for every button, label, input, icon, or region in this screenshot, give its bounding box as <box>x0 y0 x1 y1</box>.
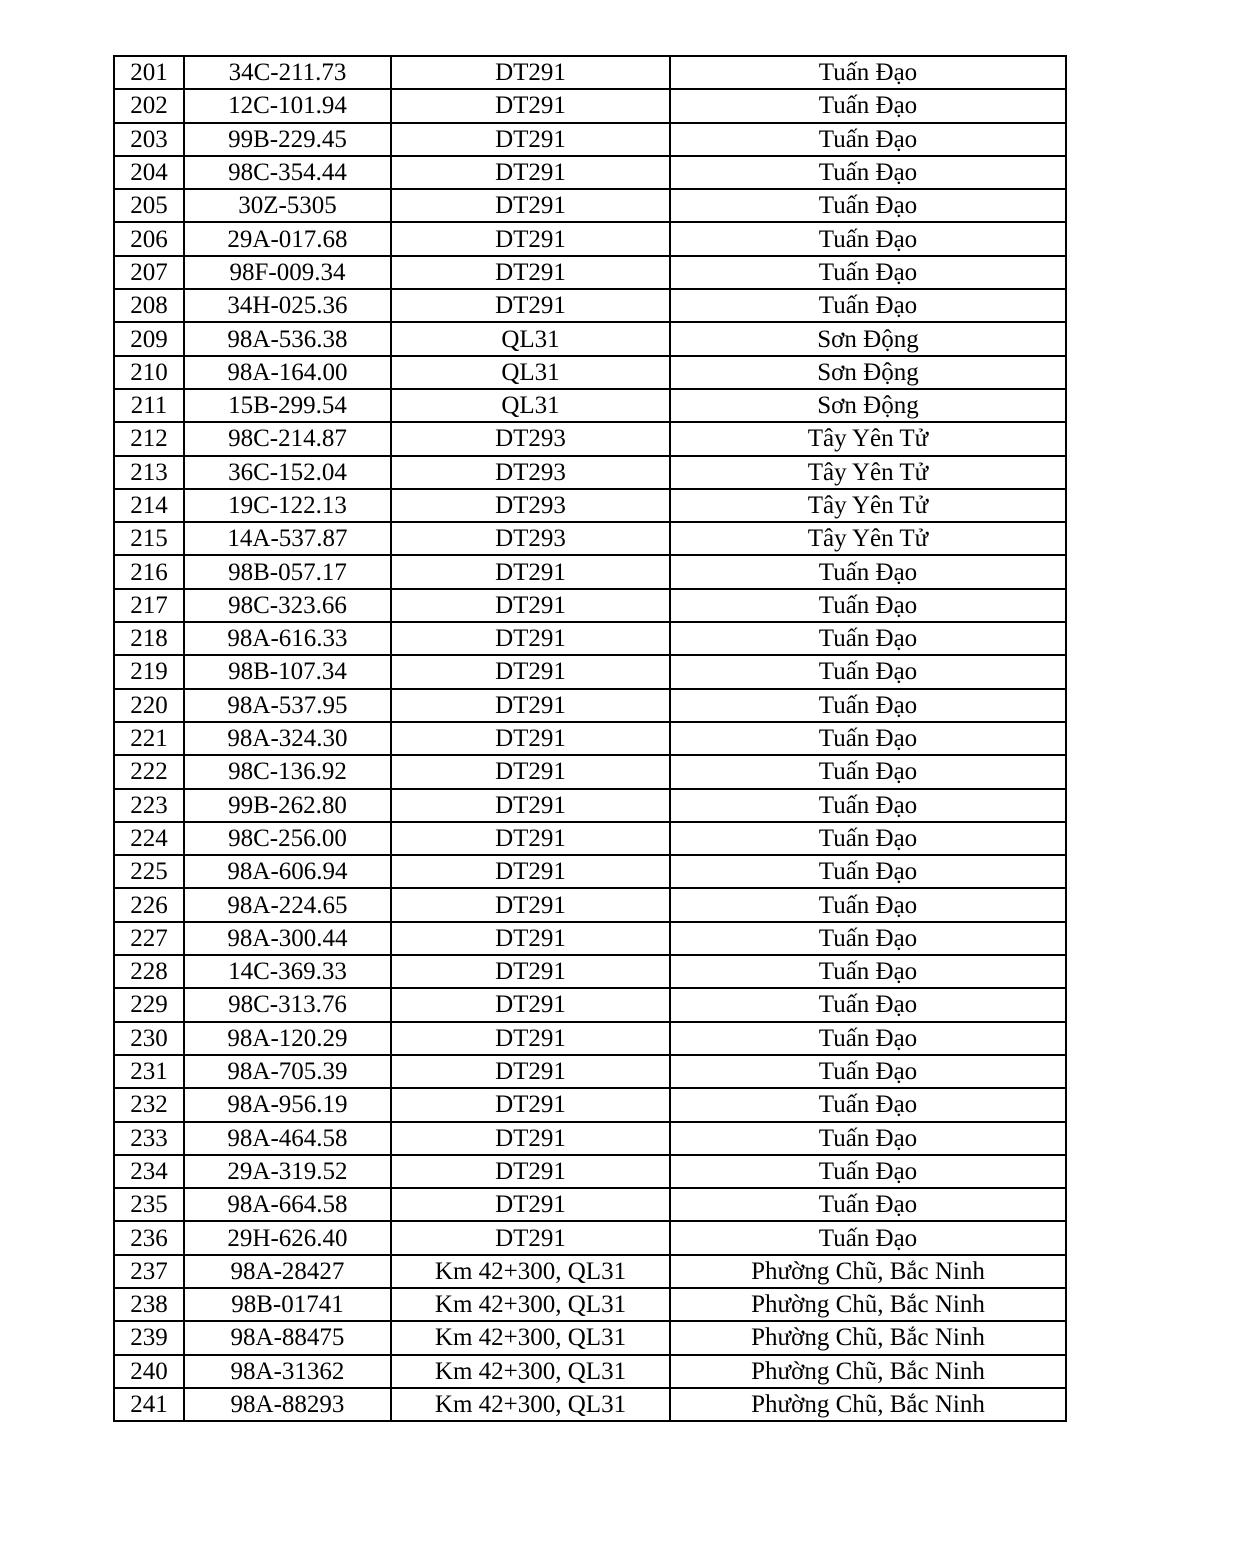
row-number-cell: 239 <box>114 1321 184 1354</box>
table-row <box>114 89 1066 122</box>
location-cell: Tuấn Đạo <box>670 289 1066 322</box>
row-number-cell: 231 <box>114 1055 184 1088</box>
location-cell: Tây Yên Tử <box>670 422 1066 455</box>
row-number-cell: 206 <box>114 222 184 255</box>
road-cell: DT291 <box>391 189 670 222</box>
location-cell: Sơn Động <box>670 389 1066 422</box>
road-cell: QL31 <box>391 322 670 355</box>
road-cell: DT291 <box>391 1055 670 1088</box>
location-cell: Tây Yên Tử <box>670 522 1066 555</box>
location-cell: Phường Chũ, Bắc Ninh <box>670 1288 1066 1321</box>
table-row <box>114 755 1066 788</box>
table-row <box>114 822 1066 855</box>
table-row <box>114 1188 1066 1221</box>
license-plate-cell: 98A-324.30 <box>184 722 391 755</box>
road-cell: DT291 <box>391 888 670 921</box>
road-cell: Km 42+300, QL31 <box>391 1288 670 1321</box>
location-cell: Tuấn Đạo <box>670 1188 1066 1221</box>
location-cell: Tuấn Đạo <box>670 622 1066 655</box>
road-cell: DT291 <box>391 1155 670 1188</box>
table-row <box>114 555 1066 588</box>
table-row <box>114 256 1066 289</box>
table-row <box>114 1022 1066 1055</box>
road-cell: DT291 <box>391 722 670 755</box>
license-plate-cell: 34H-025.36 <box>184 289 391 322</box>
row-number-cell: 207 <box>114 256 184 289</box>
road-cell: DT291 <box>391 156 670 189</box>
row-number-cell: 223 <box>114 789 184 822</box>
row-number-cell: 214 <box>114 489 184 522</box>
road-cell: DT291 <box>391 1088 670 1121</box>
license-plate-cell: 98B-107.34 <box>184 655 391 688</box>
license-plate-cell: 19C-122.13 <box>184 489 391 522</box>
row-number-cell: 225 <box>114 855 184 888</box>
license-plate-cell: 12C-101.94 <box>184 89 391 122</box>
table-row <box>114 855 1066 888</box>
location-cell: Tuấn Đạo <box>670 256 1066 289</box>
road-cell: DT291 <box>391 1122 670 1155</box>
license-plate-cell: 98A-88293 <box>184 1388 391 1421</box>
row-number-cell: 229 <box>114 988 184 1021</box>
license-plate-cell: 98B-057.17 <box>184 555 391 588</box>
location-cell: Tuấn Đạo <box>670 1022 1066 1055</box>
location-cell: Sơn Động <box>670 322 1066 355</box>
road-cell: DT291 <box>391 822 670 855</box>
row-number-cell: 201 <box>114 56 184 89</box>
table-row <box>114 888 1066 921</box>
row-number-cell: 211 <box>114 389 184 422</box>
row-number-cell: 204 <box>114 156 184 189</box>
license-plate-cell: 29A-319.52 <box>184 1155 391 1188</box>
table-row <box>114 655 1066 688</box>
table-row <box>114 322 1066 355</box>
table-row <box>114 689 1066 722</box>
row-number-cell: 236 <box>114 1221 184 1254</box>
road-cell: DT291 <box>391 289 670 322</box>
row-number-cell: 224 <box>114 822 184 855</box>
road-cell: DT291 <box>391 1221 670 1254</box>
road-cell: DT291 <box>391 256 670 289</box>
location-cell: Tuấn Đạo <box>670 722 1066 755</box>
location-cell: Tuấn Đạo <box>670 822 1066 855</box>
table-row <box>114 622 1066 655</box>
table-row <box>114 156 1066 189</box>
location-cell: Tuấn Đạo <box>670 1122 1066 1155</box>
license-plate-cell: 98A-956.19 <box>184 1088 391 1121</box>
table-row <box>114 922 1066 955</box>
table-row <box>114 988 1066 1021</box>
license-plate-cell: 99B-262.80 <box>184 789 391 822</box>
license-plate-cell: 98A-28427 <box>184 1255 391 1288</box>
table-row <box>114 56 1066 89</box>
row-number-cell: 226 <box>114 888 184 921</box>
location-cell: Tuấn Đạo <box>670 655 1066 688</box>
location-cell: Tuấn Đạo <box>670 955 1066 988</box>
table-row <box>114 422 1066 455</box>
license-plate-cell: 99B-229.45 <box>184 123 391 156</box>
row-number-cell: 240 <box>114 1355 184 1388</box>
license-plate-cell: 98A-606.94 <box>184 855 391 888</box>
license-plate-cell: 98A-31362 <box>184 1355 391 1388</box>
road-cell: DT293 <box>391 522 670 555</box>
row-number-cell: 234 <box>114 1155 184 1188</box>
table-row <box>114 1355 1066 1388</box>
row-number-cell: 233 <box>114 1122 184 1155</box>
road-cell: QL31 <box>391 389 670 422</box>
row-number-cell: 241 <box>114 1388 184 1421</box>
license-plate-cell: 29A-017.68 <box>184 222 391 255</box>
row-number-cell: 237 <box>114 1255 184 1288</box>
license-plate-cell: 98A-120.29 <box>184 1022 391 1055</box>
road-cell: DT291 <box>391 622 670 655</box>
table-row <box>114 222 1066 255</box>
row-number-cell: 230 <box>114 1022 184 1055</box>
location-cell: Tuấn Đạo <box>670 988 1066 1021</box>
table-row <box>114 456 1066 489</box>
location-cell: Tuấn Đạo <box>670 56 1066 89</box>
row-number-cell: 218 <box>114 622 184 655</box>
row-number-cell: 227 <box>114 922 184 955</box>
location-cell: Phường Chũ, Bắc Ninh <box>670 1255 1066 1288</box>
license-plate-cell: 98A-536.38 <box>184 322 391 355</box>
table-row <box>114 789 1066 822</box>
table-body <box>114 56 1066 1421</box>
license-plate-cell: 98C-313.76 <box>184 988 391 1021</box>
table-row <box>114 522 1066 555</box>
license-plate-cell: 98A-616.33 <box>184 622 391 655</box>
license-plate-cell: 36C-152.04 <box>184 456 391 489</box>
location-cell: Tuấn Đạo <box>670 555 1066 588</box>
road-cell: DT291 <box>391 589 670 622</box>
license-plate-cell: 98A-664.58 <box>184 1188 391 1221</box>
row-number-cell: 215 <box>114 522 184 555</box>
road-cell: DT291 <box>391 789 670 822</box>
table-row <box>114 1055 1066 1088</box>
license-plate-cell: 98A-300.44 <box>184 922 391 955</box>
table-row <box>114 1122 1066 1155</box>
license-plate-cell: 98A-88475 <box>184 1321 391 1354</box>
row-number-cell: 210 <box>114 356 184 389</box>
location-cell: Tây Yên Tử <box>670 456 1066 489</box>
location-cell: Tuấn Đạo <box>670 156 1066 189</box>
row-number-cell: 205 <box>114 189 184 222</box>
table-row <box>114 389 1066 422</box>
table-row <box>114 1288 1066 1321</box>
license-plate-cell: 98B-01741 <box>184 1288 391 1321</box>
location-cell: Phường Chũ, Bắc Ninh <box>670 1388 1066 1421</box>
license-plate-cell: 29H-626.40 <box>184 1221 391 1254</box>
location-cell: Tuấn Đạo <box>670 89 1066 122</box>
road-cell: DT293 <box>391 489 670 522</box>
location-cell: Phường Chũ, Bắc Ninh <box>670 1321 1066 1354</box>
location-cell: Tuấn Đạo <box>670 789 1066 822</box>
row-number-cell: 221 <box>114 722 184 755</box>
road-cell: Km 42+300, QL31 <box>391 1255 670 1288</box>
road-cell: DT291 <box>391 1188 670 1221</box>
row-number-cell: 209 <box>114 322 184 355</box>
location-cell: Tuấn Đạo <box>670 888 1066 921</box>
license-plate-cell: 98C-214.87 <box>184 422 391 455</box>
license-plate-cell: 98C-136.92 <box>184 755 391 788</box>
license-plate-cell: 30Z-5305 <box>184 189 391 222</box>
location-cell: Tuấn Đạo <box>670 755 1066 788</box>
location-cell: Tuấn Đạo <box>670 189 1066 222</box>
violation-table <box>113 55 1067 1422</box>
road-cell: Km 42+300, QL31 <box>391 1355 670 1388</box>
table-row <box>114 123 1066 156</box>
road-cell: DT291 <box>391 855 670 888</box>
table-row <box>114 189 1066 222</box>
location-cell: Tuấn Đạo <box>670 589 1066 622</box>
row-number-cell: 202 <box>114 89 184 122</box>
table-row <box>114 722 1066 755</box>
location-cell: Tuấn Đạo <box>670 689 1066 722</box>
table-row <box>114 955 1066 988</box>
license-plate-cell: 98A-705.39 <box>184 1055 391 1088</box>
license-plate-cell: 98A-224.65 <box>184 888 391 921</box>
road-cell: DT291 <box>391 555 670 588</box>
table-row <box>114 1155 1066 1188</box>
road-cell: DT291 <box>391 922 670 955</box>
road-cell: DT291 <box>391 955 670 988</box>
license-plate-cell: 14A-537.87 <box>184 522 391 555</box>
row-number-cell: 232 <box>114 1088 184 1121</box>
table-row <box>114 356 1066 389</box>
license-plate-cell: 98A-537.95 <box>184 689 391 722</box>
license-plate-cell: 15B-299.54 <box>184 389 391 422</box>
row-number-cell: 222 <box>114 755 184 788</box>
location-cell: Sơn Động <box>670 356 1066 389</box>
road-cell: DT291 <box>391 222 670 255</box>
row-number-cell: 217 <box>114 589 184 622</box>
location-cell: Tuấn Đạo <box>670 123 1066 156</box>
location-cell: Tuấn Đạo <box>670 1088 1066 1121</box>
row-number-cell: 212 <box>114 422 184 455</box>
row-number-cell: 235 <box>114 1188 184 1221</box>
location-cell: Tuấn Đạo <box>670 1221 1066 1254</box>
road-cell: DT291 <box>391 56 670 89</box>
license-plate-cell: 98A-464.58 <box>184 1122 391 1155</box>
table-row <box>114 289 1066 322</box>
license-plate-cell: 98C-323.66 <box>184 589 391 622</box>
row-number-cell: 228 <box>114 955 184 988</box>
license-plate-cell: 98A-164.00 <box>184 356 391 389</box>
location-cell: Tây Yên Tử <box>670 489 1066 522</box>
license-plate-cell: 98F-009.34 <box>184 256 391 289</box>
table-row <box>114 589 1066 622</box>
row-number-cell: 238 <box>114 1288 184 1321</box>
road-cell: DT293 <box>391 422 670 455</box>
table-row <box>114 1255 1066 1288</box>
road-cell: DT291 <box>391 689 670 722</box>
road-cell: DT291 <box>391 123 670 156</box>
row-number-cell: 203 <box>114 123 184 156</box>
location-cell: Phường Chũ, Bắc Ninh <box>670 1355 1066 1388</box>
table-row <box>114 1221 1066 1254</box>
road-cell: DT291 <box>391 655 670 688</box>
road-cell: DT291 <box>391 988 670 1021</box>
license-plate-cell: 14C-369.33 <box>184 955 391 988</box>
row-number-cell: 208 <box>114 289 184 322</box>
location-cell: Tuấn Đạo <box>670 1155 1066 1188</box>
road-cell: DT291 <box>391 89 670 122</box>
table-row <box>114 1388 1066 1421</box>
location-cell: Tuấn Đạo <box>670 922 1066 955</box>
row-number-cell: 213 <box>114 456 184 489</box>
road-cell: Km 42+300, QL31 <box>391 1388 670 1421</box>
road-cell: DT291 <box>391 755 670 788</box>
location-cell: Tuấn Đạo <box>670 855 1066 888</box>
location-cell: Tuấn Đạo <box>670 1055 1066 1088</box>
license-plate-cell: 98C-354.44 <box>184 156 391 189</box>
table-row <box>114 1321 1066 1354</box>
license-plate-cell: 98C-256.00 <box>184 822 391 855</box>
table-row <box>114 1088 1066 1121</box>
row-number-cell: 220 <box>114 689 184 722</box>
road-cell: QL31 <box>391 356 670 389</box>
row-number-cell: 216 <box>114 555 184 588</box>
table-row <box>114 489 1066 522</box>
road-cell: DT293 <box>391 456 670 489</box>
location-cell: Tuấn Đạo <box>670 222 1066 255</box>
road-cell: Km 42+300, QL31 <box>391 1321 670 1354</box>
license-plate-cell: 34C-211.73 <box>184 56 391 89</box>
row-number-cell: 219 <box>114 655 184 688</box>
road-cell: DT291 <box>391 1022 670 1055</box>
